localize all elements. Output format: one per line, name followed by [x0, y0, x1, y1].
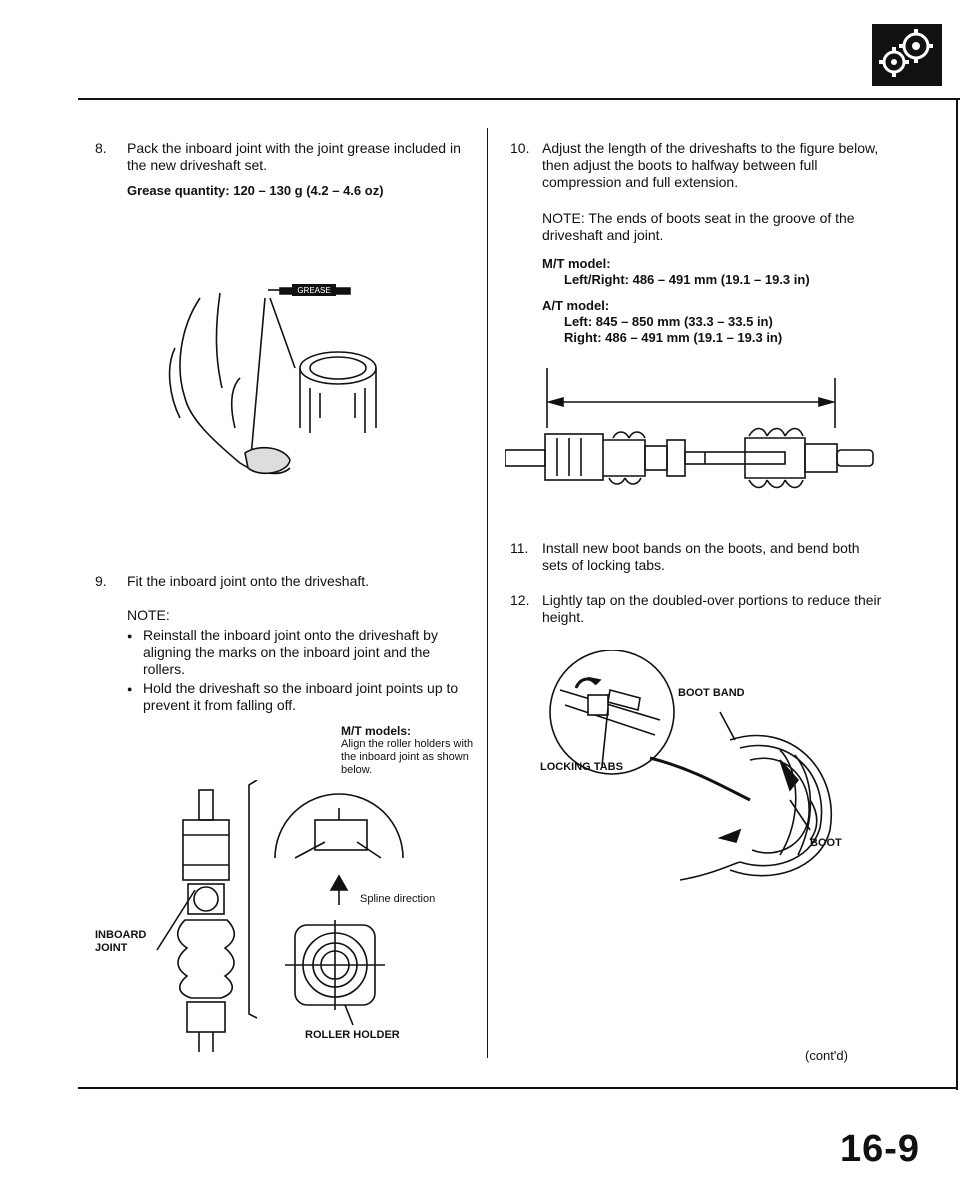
- step-10-text: Adjust the length of the driveshafts to the figure below, then adjust the boots to halfway between full compression and full extension.: [542, 140, 879, 190]
- boot-band-label: BOOT BAND: [678, 687, 745, 699]
- step-10-note: NOTE: The ends of boots seat in the groove of the driveshaft and joint.: [542, 210, 855, 243]
- section-gear-icon: [872, 24, 942, 86]
- step-11-text: Install new boot bands on the boots, and bend both sets of locking tabs.: [542, 540, 860, 573]
- mt-models-note: [341, 724, 476, 777]
- boot-label: BOOT: [810, 837, 842, 849]
- spline-direction-label: Spline direction: [360, 893, 436, 905]
- inboard-joint-figure: [95, 780, 480, 1055]
- page-bottom-rule: [78, 1087, 958, 1089]
- step-9: [95, 573, 470, 590]
- step-9-note-title: NOTE:: [127, 607, 170, 623]
- step-9-bullet-1: ● Reinstall the inboard joint onto the driveshaft by aligning the marks on the inboard joint and the rollers.: [127, 627, 472, 678]
- boot-band-figure: [540, 650, 885, 900]
- step-12-text: Lightly tap on the doubled-over portions to reduce their height.: [542, 592, 882, 625]
- mt-leftright-spec: Left/Right: 486 – 491 mm (19.1 – 19.3 in): [564, 272, 810, 287]
- inboard-label-line2: JOINT: [95, 942, 128, 954]
- step-8-text: Pack the inboard joint with the joint grease included in the new driveshaft set.: [127, 140, 461, 173]
- grease-quantity-value: 120 – 130 g (4.2 – 4.6 oz): [233, 183, 384, 198]
- inboard-label-line1: INBOARD: [95, 929, 147, 941]
- step-10: [510, 140, 882, 191]
- step-12: [510, 592, 882, 626]
- step-9-number: 9.: [95, 573, 107, 589]
- mt-models-text: Align the roller holders with the inboard joint as shown below.: [341, 738, 474, 776]
- step-11-number: 11.: [510, 540, 529, 556]
- mt-models-label: M/T models:: [341, 724, 412, 738]
- at-model-label: A/T model:: [542, 298, 610, 313]
- step-10-specs: [542, 256, 882, 346]
- grease-quantity-spec: [127, 183, 384, 198]
- step-10-number: 10.: [510, 140, 530, 156]
- locking-tabs-label: LOCKING TABS: [540, 761, 623, 773]
- step-12-number: 12.: [510, 592, 530, 608]
- step-9-note: [127, 607, 472, 716]
- page-number: 16-9: [840, 1128, 921, 1170]
- page-top-rule: [78, 98, 960, 100]
- grease-quantity-label: Grease quantity:: [127, 183, 230, 198]
- roller-holder-label: ROLLER HOLDER: [305, 1029, 400, 1041]
- step-9-bullet-2: ● Hold the driveshaft so the inboard joint points up to prevent it from falling off.: [127, 680, 472, 714]
- continued-marker: (cont'd): [805, 1048, 848, 1063]
- grease-tube-label: GREASE: [297, 286, 331, 295]
- step-11: [510, 540, 882, 574]
- at-right-spec: Right: 486 – 491 mm (19.1 – 19.3 in): [564, 330, 783, 345]
- mt-model-label: M/T model:: [542, 256, 611, 271]
- step-9-text: Fit the inboard joint onto the driveshaft.: [127, 573, 370, 589]
- grease-packing-figure: [160, 268, 400, 488]
- step-8-number: 8.: [95, 140, 107, 156]
- at-left-spec: Left: 845 – 850 mm (33.3 – 33.5 in): [564, 314, 773, 329]
- driveshaft-length-figure: [505, 368, 885, 498]
- column-divider: [487, 128, 488, 1058]
- page-right-rule: [956, 98, 958, 1090]
- step-8: [95, 140, 470, 174]
